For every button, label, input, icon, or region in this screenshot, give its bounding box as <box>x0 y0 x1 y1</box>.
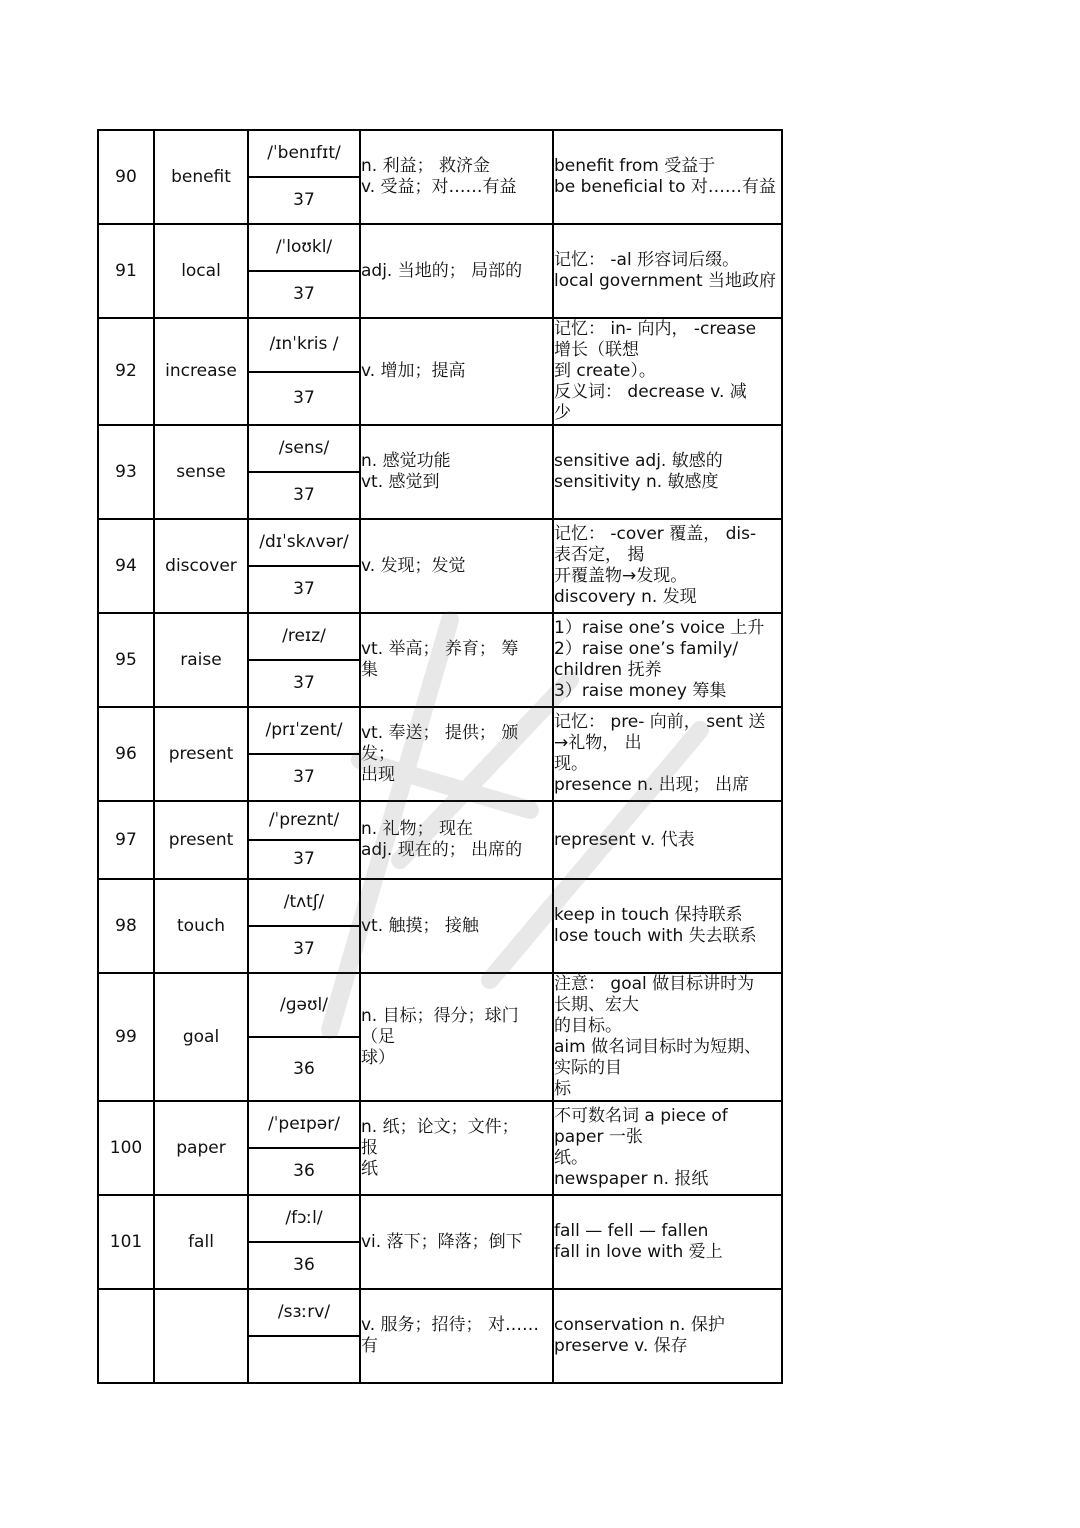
usage-note-line: 1）raise one’s voice 上升 <box>554 618 765 638</box>
meaning-content <box>361 723 552 786</box>
table-row <box>98 425 782 472</box>
phonetic: /ˈloʊkl/ <box>248 224 360 271</box>
headword: raise <box>154 613 248 707</box>
usage-note <box>553 1195 782 1289</box>
usage-note-line: sensitivity n. 敏感度 <box>554 472 719 492</box>
word-number: 94 <box>98 519 154 613</box>
vocabulary-table <box>97 129 783 1384</box>
meaning-line: adj. 现在的； 出席的 <box>361 840 523 860</box>
headword: present <box>154 801 248 879</box>
usage-note-line: children 抚养 <box>554 660 662 680</box>
table-row <box>98 613 782 660</box>
usage-note <box>553 425 782 519</box>
meaning-content <box>361 1232 552 1253</box>
headword: discover <box>154 519 248 613</box>
usage-note <box>553 318 782 425</box>
meaning <box>360 879 553 973</box>
vocabulary-sheet <box>97 129 781 1356</box>
phonetic: /ˈpreznt/ <box>248 801 360 840</box>
table-row <box>98 1101 782 1148</box>
word-number: 92 <box>98 318 154 425</box>
meaning <box>360 707 553 801</box>
meaning-line: n. 目标；得分；球门 <box>361 1005 519 1026</box>
usage-note-line: 记忆： -cover 覆盖， dis- <box>554 524 757 544</box>
usage-note-line: sensitive adj. 敏感的 <box>554 451 723 471</box>
meaning-line: v. 发现；发觉 <box>361 555 466 576</box>
meaning <box>360 1289 553 1383</box>
usage-note-line: →礼物， 出 <box>554 733 642 753</box>
meaning-line: 球） <box>361 1047 395 1068</box>
headword <box>154 1289 248 1383</box>
usage-note-line: 记忆： in- 向内， -crease <box>554 319 757 339</box>
meaning-line: n. 利益； 救济金 <box>361 156 490 176</box>
table-row <box>98 318 782 372</box>
usage-note-line: 增长（联想 <box>554 340 639 360</box>
meaning-content <box>361 156 552 198</box>
meaning <box>360 224 553 318</box>
usage-note <box>553 224 782 318</box>
usage-note-line: 纸。 <box>554 1148 588 1168</box>
phonetic: /ˈpeɪpər/ <box>248 1101 360 1148</box>
usage-note-line: 记忆： pre- 向前， sent 送 <box>554 712 766 732</box>
phonetic: /fɔːl/ <box>248 1195 360 1242</box>
word-number: 90 <box>98 130 154 224</box>
meaning-content <box>361 1117 552 1180</box>
word-number: 98 <box>98 879 154 973</box>
meaning-content <box>361 639 552 681</box>
table-row <box>98 1289 782 1336</box>
page-number: 36 <box>248 1242 360 1289</box>
meaning-line: n. 感觉功能 <box>361 451 451 471</box>
page-number: 37 <box>248 372 360 426</box>
table-row <box>98 1195 782 1242</box>
word-number: 91 <box>98 224 154 318</box>
meaning-content <box>361 916 552 937</box>
usage-note-content <box>554 524 781 608</box>
usage-note-content <box>554 156 781 198</box>
phonetic: /sɜːrv/ <box>248 1289 360 1336</box>
meaning-line: n. 礼物； 现在 <box>361 819 473 839</box>
headword: touch <box>154 879 248 973</box>
meaning-line: （足 <box>361 1026 395 1047</box>
usage-note-content <box>554 1315 781 1357</box>
usage-note-line: 记忆： -al 形容词后缀。 <box>554 250 740 270</box>
usage-note-line: discovery n. 发现 <box>554 587 697 607</box>
usage-note-line: fall in love with 爱上 <box>554 1242 723 1262</box>
usage-note-line: 2）raise one’s family/ <box>554 639 739 659</box>
usage-note-line: 的目标。 <box>554 1016 622 1036</box>
usage-note-line: presence n. 出现； 出席 <box>554 775 750 795</box>
usage-note-line: local government 当地政府 <box>554 271 777 291</box>
table-row <box>98 224 782 271</box>
meaning-line: 发； <box>361 743 395 764</box>
usage-note-content <box>554 974 781 1100</box>
usage-note-line: 表否定， 揭 <box>554 545 645 565</box>
usage-note <box>553 879 782 973</box>
headword: fall <box>154 1195 248 1289</box>
usage-note-line: benefit from 受益于 <box>554 156 716 176</box>
usage-note-content <box>554 830 781 851</box>
usage-note-line: keep in touch 保持联系 <box>554 905 743 925</box>
word-number <box>98 1289 154 1383</box>
meaning-content <box>361 556 552 577</box>
meaning-line: vt. 举高； 养育； 筹 <box>361 639 519 659</box>
meaning <box>360 613 553 707</box>
usage-note-line: fall — fell — fallen <box>554 1221 709 1241</box>
meaning-line: 纸 <box>361 1158 378 1179</box>
usage-note <box>553 519 782 613</box>
page-number <box>248 1336 360 1383</box>
usage-note-content <box>554 712 781 796</box>
headword: goal <box>154 973 248 1101</box>
usage-note <box>553 801 782 879</box>
usage-note-line: 现。 <box>554 754 588 774</box>
page-number: 36 <box>248 1037 360 1101</box>
meaning-line: vt. 触摸； 接触 <box>361 915 479 936</box>
page-number: 36 <box>248 1148 360 1195</box>
meaning-line: 有 <box>361 1336 378 1356</box>
page-number: 37 <box>248 660 360 707</box>
headword: present <box>154 707 248 801</box>
meaning-line: vt. 奉送； 提供； 颁 <box>361 722 519 743</box>
usage-note-line: aim 做名词目标时为短期、 <box>554 1037 762 1057</box>
meaning-line: 集 <box>361 660 378 680</box>
meaning <box>360 973 553 1101</box>
phonetic: /tʌtʃ/ <box>248 879 360 926</box>
meaning-content <box>361 1315 552 1357</box>
page-number: 37 <box>248 271 360 318</box>
table-row <box>98 879 782 926</box>
usage-note-line: 标 <box>554 1079 571 1099</box>
word-number: 96 <box>98 707 154 801</box>
usage-note <box>553 1101 782 1195</box>
word-number: 93 <box>98 425 154 519</box>
usage-note-line: 不可数名词 a piece of <box>554 1106 728 1126</box>
usage-note <box>553 130 782 224</box>
usage-note-line: 实际的目 <box>554 1058 622 1078</box>
usage-note-content <box>554 250 781 292</box>
meaning-line: v. 服务；招待； 对…… <box>361 1315 539 1335</box>
usage-note-line: paper 一张 <box>554 1127 643 1147</box>
table-row <box>98 130 782 177</box>
meaning <box>360 130 553 224</box>
usage-note <box>553 1289 782 1383</box>
page-number: 37 <box>248 926 360 973</box>
meaning-line: vi. 落下；降落；倒下 <box>361 1231 523 1252</box>
meaning-line: v. 增加；提高 <box>361 361 466 381</box>
usage-note <box>553 973 782 1101</box>
word-number: 100 <box>98 1101 154 1195</box>
meaning <box>360 519 553 613</box>
meaning-line: n. 纸；论文；文件； <box>361 1116 519 1137</box>
usage-note <box>553 707 782 801</box>
headword: local <box>154 224 248 318</box>
meaning <box>360 1195 553 1289</box>
meaning-content <box>361 451 552 493</box>
usage-note-line: 长期、宏大 <box>554 995 639 1015</box>
phonetic: /dɪˈskʌvər/ <box>248 519 360 566</box>
usage-note-line: 反义词： decrease v. 减 <box>554 382 747 402</box>
phonetic: /ɡəʊl/ <box>248 973 360 1037</box>
page-number: 37 <box>248 177 360 224</box>
usage-note-content <box>554 1106 781 1190</box>
usage-note-line: newspaper n. 报纸 <box>554 1169 709 1189</box>
table-row <box>98 973 782 1037</box>
page-number: 37 <box>248 472 360 519</box>
usage-note-content <box>554 618 781 702</box>
page-number: 37 <box>248 754 360 801</box>
usage-note-content <box>554 1221 781 1263</box>
meaning-content <box>361 819 552 861</box>
headword: paper <box>154 1101 248 1195</box>
usage-note-line: be beneficial to 对……有益 <box>554 177 776 197</box>
meaning <box>360 318 553 425</box>
usage-note <box>553 613 782 707</box>
meaning-line: adj. 当地的； 局部的 <box>361 260 523 281</box>
meaning <box>360 425 553 519</box>
usage-note-line: represent v. 代表 <box>554 829 695 850</box>
usage-note-line: lose touch with 失去联系 <box>554 926 757 946</box>
table-row <box>98 801 782 840</box>
page-number: 37 <box>248 566 360 613</box>
usage-note-line: conservation n. 保护 <box>554 1315 725 1335</box>
word-number: 101 <box>98 1195 154 1289</box>
meaning-line: v. 受益；对……有益 <box>361 177 517 197</box>
phonetic: /ɪnˈkris / <box>248 318 360 372</box>
headword: benefit <box>154 130 248 224</box>
meaning <box>360 1101 553 1195</box>
meaning-content <box>361 1006 552 1069</box>
usage-note-content <box>554 905 781 947</box>
meaning <box>360 801 553 879</box>
headword: sense <box>154 425 248 519</box>
usage-note-line: 到 create）。 <box>554 361 656 381</box>
meaning-line: 出现 <box>361 764 395 785</box>
page-number: 37 <box>248 840 360 879</box>
meaning-line: vt. 感觉到 <box>361 472 440 492</box>
table-row <box>98 707 782 754</box>
usage-note-line: 开覆盖物→发现。 <box>554 566 688 586</box>
phonetic: /sens/ <box>248 425 360 472</box>
word-number: 97 <box>98 801 154 879</box>
headword: increase <box>154 318 248 425</box>
phonetic: /ˈbenɪfɪt/ <box>248 130 360 177</box>
usage-note-content <box>554 451 781 493</box>
meaning-content <box>361 261 552 282</box>
vocabulary-table-body <box>98 130 782 1383</box>
word-number: 95 <box>98 613 154 707</box>
meaning-content <box>361 361 552 382</box>
usage-note-line: 少 <box>554 403 571 423</box>
phonetic: /prɪˈzent/ <box>248 707 360 754</box>
usage-note-line: 3）raise money 筹集 <box>554 681 727 701</box>
table-row <box>98 519 782 566</box>
phonetic: /reɪz/ <box>248 613 360 660</box>
meaning-line: 报 <box>361 1137 378 1158</box>
word-number: 99 <box>98 973 154 1101</box>
usage-note-content <box>554 319 781 424</box>
usage-note-line: preserve v. 保存 <box>554 1336 688 1356</box>
usage-note-line: 注意： goal 做目标讲时为 <box>554 974 755 994</box>
